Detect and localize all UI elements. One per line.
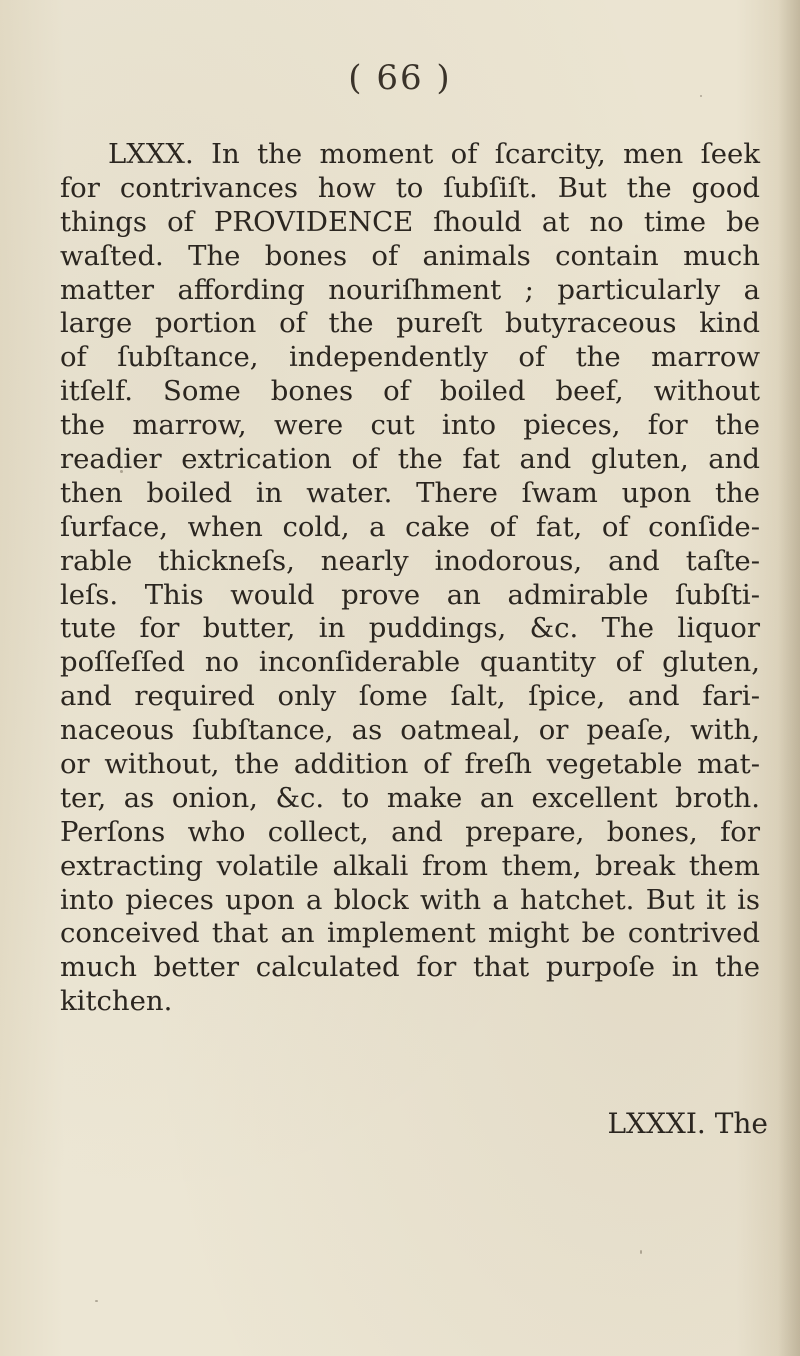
- text-line: of ſubſtance, independently of the marrow: [60, 341, 760, 374]
- text-line: itſelf. Some bones of boiled beef, without: [60, 375, 760, 408]
- text-line: and required only ſome ſalt, ſpice, and fari-: [60, 680, 760, 713]
- catchword: LXXXI. The: [607, 1107, 768, 1140]
- text-line: large portion of the pureſt butyraceous kind: [60, 307, 760, 340]
- text-line: readier extrication of the fat and gluten, and: [60, 443, 760, 476]
- text-line: kitchen.: [60, 985, 173, 1018]
- paper-speck: [700, 95, 702, 97]
- text-line: ſurface, when cold, a cake of fat, of conſide-: [60, 510, 760, 543]
- text-line: ter, as onion, &c. to make an excellent broth.: [60, 781, 760, 814]
- page-edge-shadow: [778, 0, 800, 1356]
- text-line: naceous ſubſtance, as oatmeal, or peaſe, with,: [60, 714, 760, 747]
- text-line: then boiled in water. There ſwam upon the: [60, 476, 760, 509]
- body-text: [60, 138, 760, 1019]
- paper-speck: [95, 1300, 98, 1302]
- text-line: waſted. The bones of animals contain much: [60, 239, 760, 272]
- text-line: rable thickneſs, nearly inodorous, and taſte-: [60, 544, 760, 577]
- text-line: LXXX. In the moment of ſcarcity, men ſeek: [108, 138, 760, 170]
- text-line: matter affording nouriſhment ; particularly a: [60, 273, 760, 306]
- text-line: tute for butter, in puddings, &c. The liquor: [60, 612, 760, 645]
- paper-speck: [120, 470, 123, 473]
- text-line: leſs. This would prove an admirable ſubſti-: [60, 578, 760, 611]
- text-line: poſſeſſed no inconſiderable quantity of gluten,: [60, 646, 760, 679]
- text-line: extracting volatile alkali from them, break them: [60, 849, 760, 882]
- text-line: things of PROVIDENCE ſhould at no time be: [60, 205, 760, 238]
- text-line: much better calculated for that purpoſe in the: [60, 951, 760, 984]
- text-line: the marrow, were cut into pieces, for the: [60, 409, 760, 442]
- text-line: Perſons who collect, and prepare, bones, for: [60, 815, 760, 848]
- page-number: ( 66 ): [348, 58, 452, 98]
- text-line: or without, the addition of freſh vegetable mat-: [60, 748, 760, 781]
- text-line: for contrivances how to ſubſiſt. But the good: [60, 171, 760, 204]
- text-line: into pieces upon a block with a hatchet. But it is: [60, 883, 760, 916]
- paper-speck: [640, 1250, 642, 1254]
- text-line: conceived that an implement might be contrived: [60, 917, 760, 950]
